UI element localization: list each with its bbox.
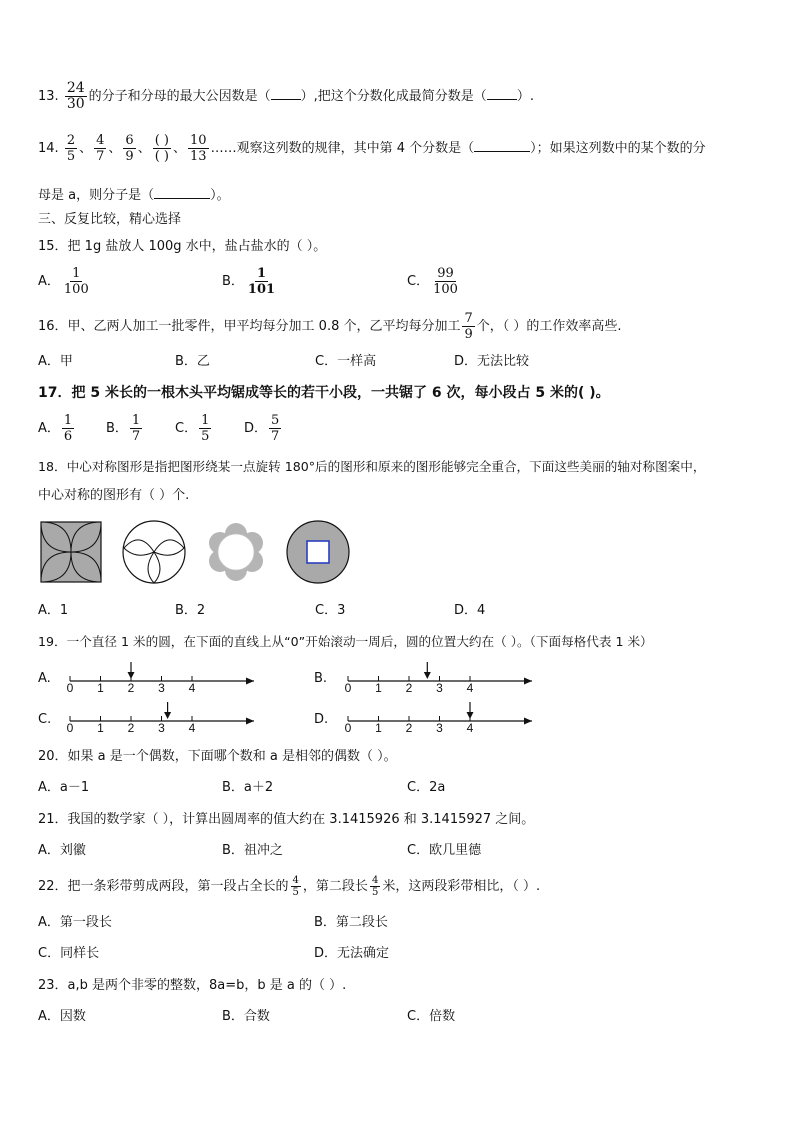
q17-d-den: 7: [271, 429, 280, 444]
q15-a-den: 100: [63, 282, 89, 297]
q20-option-c: C．2a: [407, 780, 446, 795]
q15-option-c-fraction: [431, 266, 460, 297]
number-line-tick-label: 3: [158, 681, 165, 695]
question-19: 19．一个直径 1 米的圆，在下面的直线上从“0”开始滚动一周后，圆的位置大约在（ ）。（下面每格代表 1 米）: [38, 634, 653, 649]
q14-fraction-1-num: 2: [66, 133, 76, 148]
number-line-tick-label: 2: [405, 681, 413, 695]
q17-option-d-fraction: [269, 413, 281, 444]
q15-option-b-label: B．: [222, 274, 244, 289]
q14-fraction-2-den: 7: [96, 149, 105, 164]
q14-line2-text-b: ）。: [210, 188, 230, 203]
q18-figures: [0, 518, 794, 598]
q17-a-num: 1: [63, 413, 73, 428]
q22-frac2-num: 4: [371, 875, 379, 886]
q22-option-a: A．第一段长: [38, 915, 112, 930]
q14-sep-1: 、: [79, 141, 93, 156]
arrowhead-icon: [524, 718, 532, 725]
q16-option-d: D．无法比较: [454, 354, 530, 369]
q22-fraction-1: [291, 875, 301, 898]
down-arrow-icon: [467, 712, 474, 719]
question-16: [38, 310, 622, 344]
arrowhead-icon: [246, 678, 254, 685]
q14-fraction-5-num: 10: [190, 133, 207, 148]
number-line-tick-label: 3: [436, 681, 443, 695]
question-18-line-2: 中心对称的图形有（ ）个.: [38, 488, 190, 503]
number-line-tick-label: 0: [344, 721, 352, 735]
q19-number-line-a: [67, 662, 254, 695]
q22-fraction-2: [370, 875, 380, 898]
number-line-tick-label: 1: [375, 681, 382, 695]
q15-c-den: 100: [433, 282, 458, 297]
q22-frac2-den: 5: [371, 887, 379, 898]
number-line-tick-label: 2: [127, 721, 135, 735]
q14-fraction-5: [188, 133, 209, 164]
q17-option-c-label: C．: [175, 421, 198, 436]
number-line-tick-label: 1: [97, 721, 104, 735]
question-15: 15．把 1g 盐放人 100g 水中，盐占盐水的（ ）。: [38, 239, 327, 254]
q15-b-den: 101: [247, 282, 276, 297]
q15-c-num: 99: [437, 266, 454, 281]
q17-option-b-label: B．: [106, 421, 128, 436]
q13-denominator: 30: [66, 96, 85, 112]
q16-text-a: 16．甲、乙两人加工一批零件，甲平均每分加工 0.8 个，乙平均每分加工: [38, 319, 461, 334]
q22-frac1-num: 4: [292, 875, 299, 886]
figure-six-petal-flower: [209, 523, 263, 581]
q22-text-c: 米，这两段彩带相比，（ ）.: [382, 879, 541, 894]
figure-coin-square-hole: [287, 521, 349, 583]
q14-fraction-3-num: 6: [125, 133, 134, 148]
q14-fraction-5-den: 13: [190, 149, 207, 164]
q17-option-c: [175, 412, 213, 446]
question-22: [38, 870, 540, 904]
q14-fraction-3-den: 9: [125, 149, 134, 164]
q17-option-c-fraction: [199, 413, 211, 444]
q14-blank-1: [474, 139, 530, 152]
q18-option-b: B．2: [175, 603, 206, 618]
number-line-tick-label: 3: [436, 721, 443, 735]
q17-d-num: 5: [271, 413, 280, 428]
q16-option-b: B．乙: [175, 354, 210, 369]
question-23: 23．a,b 是两个非零的整数，8a=b，b 是 a 的（ ）.: [38, 978, 347, 993]
q15-option-a-fraction: [62, 266, 91, 297]
q22-text-a: 22．把一条彩带剪成两段，第一段占全长的: [38, 879, 289, 894]
q14-blank-2: [154, 186, 210, 199]
number-line-tick-label: 0: [66, 681, 74, 695]
q15-option-c-label: C．: [407, 274, 430, 289]
down-arrow-icon: [164, 712, 171, 719]
question-14: [38, 132, 706, 166]
arrowhead-icon: [246, 718, 254, 725]
section-3-title: 三、反复比较，精心选择: [38, 212, 182, 227]
q18-option-d: D．4: [454, 603, 486, 618]
q14-sep-3: 、: [137, 141, 151, 156]
number-line-tick-label: 1: [97, 681, 104, 695]
figure-circle-three-leaves: [123, 521, 185, 583]
q13-text-c: ）.: [516, 89, 534, 104]
q14-text-b: ）；如果这列数中的某个数的分: [530, 141, 706, 156]
q17-option-d-label: D．: [244, 421, 268, 436]
q19-number-line-c: [67, 702, 254, 735]
q15-option-b: [222, 265, 279, 299]
q22-frac1-den: 5: [292, 887, 299, 898]
q17-option-a: [38, 412, 76, 446]
q17-c-den: 5: [201, 429, 210, 444]
q13-blank-1: [271, 87, 301, 100]
q19-number-line-d: [345, 702, 532, 735]
q22-option-b: B．第二段长: [314, 915, 388, 930]
q16-text-b: 个，（ ）的工作效率高些.: [476, 319, 622, 334]
q17-option-a-label: A．: [38, 421, 60, 436]
q14-fraction-4-blank: [153, 133, 171, 164]
q14-line2-text-a: 母是 a，则分子是（: [38, 188, 155, 203]
q17-option-a-fraction: [62, 413, 74, 444]
number-line-tick-label: 4: [188, 681, 196, 695]
down-arrow-icon: [424, 672, 431, 679]
q16-option-a: A．甲: [38, 354, 73, 369]
q22-option-d: D．无法确定: [314, 946, 390, 961]
q16-fraction: [462, 311, 474, 342]
q14-line-2: [38, 186, 230, 204]
q14-fraction-3: [123, 133, 135, 164]
q22-text-b: ，第二段长: [302, 879, 368, 894]
q13-text-b: ）,把这个分数化成最简分数是（: [300, 89, 487, 104]
q13-fraction: [65, 81, 87, 112]
q14-fraction-4-num: ( ): [154, 133, 169, 148]
q14-number: 14.: [38, 141, 59, 156]
question-21: 21．我国的数学家（ ），计算出圆周率的值大约在 3.1415926 和 3.1415927 之间。: [38, 812, 535, 827]
question-18-line-1: 18．中心对称图形是指把图形绕某一点旋转 180°后的图形和原来的图形能够完全重合，下面这些美丽的轴对称图案中，: [38, 459, 706, 474]
q13-numerator: 24: [66, 80, 85, 96]
q23-option-b: B．合数: [222, 1009, 270, 1024]
q19-number-line-b: [345, 662, 532, 695]
q15-option-b-fraction: [246, 266, 277, 297]
q21-option-b: B．祖冲之: [222, 843, 283, 858]
q14-fraction-2: [94, 133, 106, 164]
number-line-tick-label: 4: [188, 721, 196, 735]
q19-option-c-label: C.: [38, 712, 52, 727]
question-20: 20．如果 a 是一个偶数，下面哪个数和 a 是相邻的偶数（ ）。: [38, 749, 397, 764]
q16-den: 9: [464, 327, 473, 342]
q14-fraction-2-num: 4: [96, 133, 105, 148]
q19-option-d-label: D.: [314, 712, 329, 727]
q19-option-a-label: A.: [38, 671, 51, 686]
question-17: 17．把 5 米长的一根木头平均锯成等长的若干小段，一共锯了 6 次，每小段占 5 米的( )。: [38, 385, 610, 401]
q18-option-a: A．1: [38, 603, 69, 618]
q20-option-a: A．a－1: [38, 780, 90, 795]
arrowhead-icon: [524, 678, 532, 685]
q17-b-den: 7: [131, 429, 141, 444]
q17-option-b: [106, 412, 144, 446]
number-line-tick-label: 1: [375, 721, 382, 735]
q17-option-b-fraction: [130, 413, 142, 444]
q21-option-c: C．欧几里德: [407, 843, 482, 858]
q15-b-num: 1: [256, 266, 267, 281]
q21-option-a: A．刘徽: [38, 843, 86, 858]
number-line-tick-label: 3: [158, 721, 165, 735]
q14-sep-4: 、: [173, 141, 187, 156]
q14-fraction-4-den: ( ): [154, 149, 169, 164]
q13-blank-2: [487, 87, 517, 100]
q14-fraction-1-den: 5: [66, 149, 76, 164]
q15-a-num: 1: [72, 266, 81, 281]
number-line-tick-label: 0: [66, 721, 74, 735]
q13-text-a: 的分子和分母的最大公因数是（: [88, 89, 271, 104]
q14-text-a: ……观察这列数的规律，其中第 4 个分数是（: [210, 141, 475, 156]
number-line-tick-label: 2: [405, 721, 413, 735]
q23-option-c: C．倍数: [407, 1009, 456, 1024]
number-line-tick-label: 4: [466, 681, 474, 695]
q15-option-a-label: A．: [38, 274, 60, 289]
q22-option-c: C．同样长: [38, 946, 100, 961]
q17-option-d: [244, 412, 283, 446]
number-line-tick-label: 2: [127, 681, 135, 695]
q17-a-den: 6: [63, 429, 73, 444]
q15-option-c: [407, 265, 462, 299]
q14-sep-2: 、: [108, 141, 122, 156]
q17-b-num: 1: [131, 413, 141, 428]
number-line-tick-label: 4: [466, 721, 474, 735]
q19-number-lines: [0, 660, 794, 740]
q15-option-a: [38, 265, 93, 299]
q14-fraction-1: [65, 133, 77, 164]
figure-square-petals: [41, 522, 101, 582]
q16-option-c: C．一样高: [315, 354, 377, 369]
q16-num: 7: [464, 311, 473, 326]
q23-option-a: A．因数: [38, 1009, 86, 1024]
q19-option-b-label: B.: [314, 671, 328, 686]
q20-option-b: B．a＋2: [222, 780, 274, 795]
q13-number: 13.: [38, 89, 59, 104]
question-13: [38, 80, 534, 114]
number-line-tick-label: 0: [344, 681, 352, 695]
q18-option-c: C．3: [315, 603, 346, 618]
down-arrow-icon: [128, 672, 135, 679]
q17-c-num: 1: [201, 413, 210, 428]
